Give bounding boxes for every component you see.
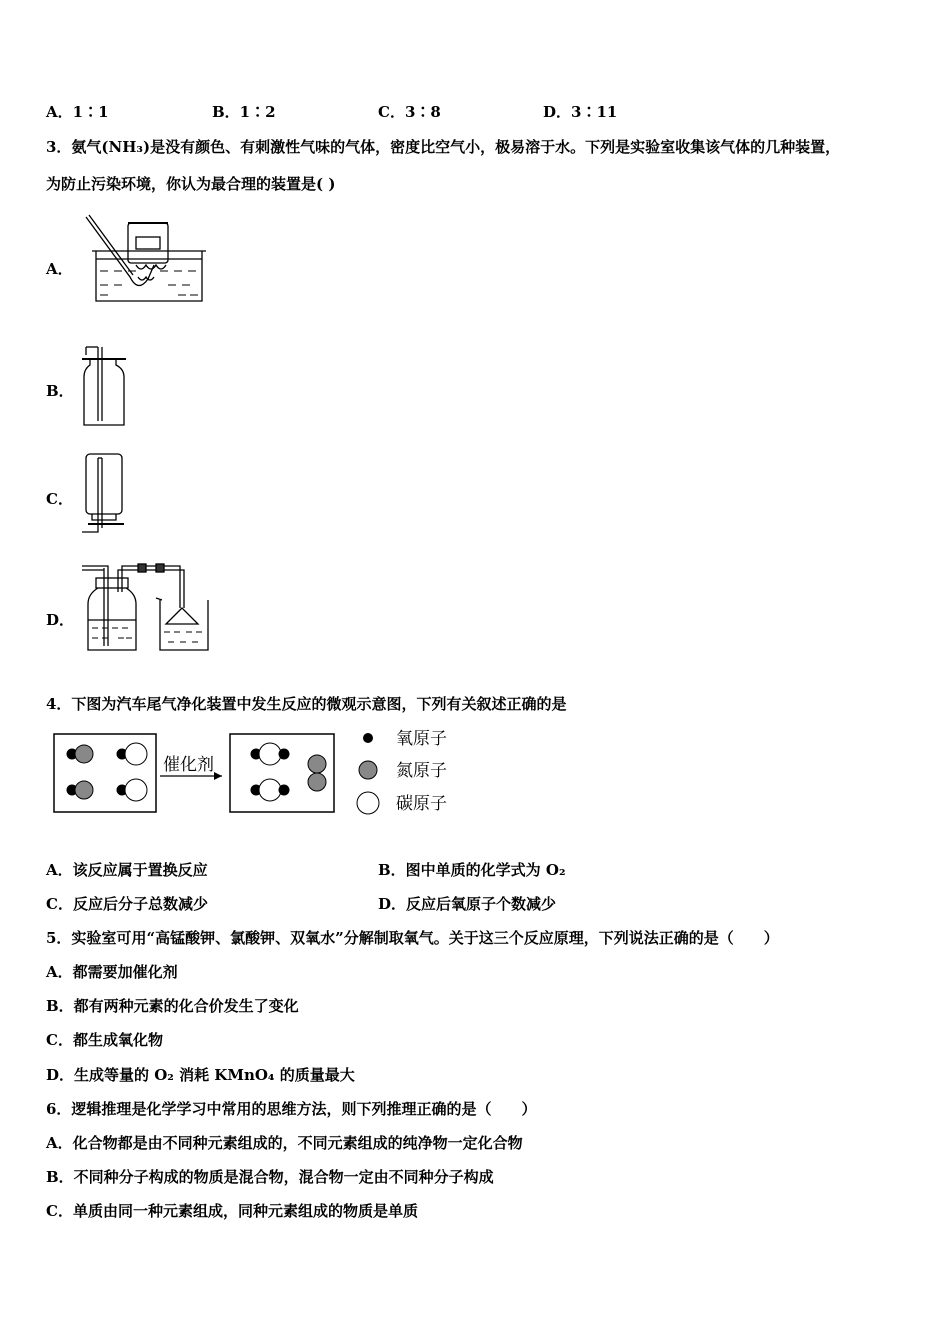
co2-molecule bbox=[251, 743, 289, 765]
apparatus-a-water-trough bbox=[78, 215, 208, 305]
catalyst-label: 催化剂 bbox=[163, 755, 214, 775]
no-molecule bbox=[67, 781, 93, 799]
co2-molecule bbox=[251, 779, 289, 801]
reaction-diagram bbox=[50, 728, 470, 818]
q2-option-d: D．3∶11 bbox=[543, 103, 618, 121]
q6-option-a: A．化合物都是由不同种元素组成的，不同元素组成的纯净物一定化合物 bbox=[46, 1134, 523, 1152]
co-molecule bbox=[117, 779, 147, 801]
q5-option-d: D．生成等量的 O₂ 消耗 KMnO₄ 的质量最大 bbox=[46, 1066, 355, 1084]
q2-option-b: B．1∶2 bbox=[212, 103, 276, 121]
oxygen-atom-legend-icon bbox=[363, 733, 373, 743]
q3-stem-line1: 3．氨气(NH₃)是没有颜色、有刺激性气味的气体，密度比空气小，极易溶于水。下列是实验室收集该气体的几种装置， bbox=[46, 138, 841, 156]
q3-label-c: C． bbox=[46, 490, 73, 508]
no-molecule bbox=[67, 745, 93, 763]
q2-option-c: C．3∶8 bbox=[378, 103, 441, 121]
q4-option-c: C．反应后分子总数减少 bbox=[46, 895, 208, 913]
q6-option-b: B．不同种分子构成的物质是混合物，混合物一定由不同种分子构成 bbox=[46, 1168, 494, 1186]
q3-label-d: D． bbox=[46, 611, 75, 629]
apparatus-d-bottle-and-beaker bbox=[80, 562, 215, 654]
q5-option-a: A．都需要加催化剂 bbox=[46, 963, 178, 981]
legend-carbon: 碳原子 bbox=[396, 794, 447, 814]
q3-label-a: A． bbox=[46, 260, 73, 278]
q3-stem-line2: 为防止污染环境，你认为最合理的装置是( ) bbox=[46, 175, 336, 193]
q6-option-c: C．单质由同一种元素组成，同种元素组成的物质是单质 bbox=[46, 1202, 418, 1220]
apparatus-b-upright-bottle bbox=[78, 345, 128, 427]
apparatus-c-inverted-bottle bbox=[78, 452, 128, 536]
q4-option-d: D．反应后氧原子个数减少 bbox=[378, 895, 557, 913]
q4-option-a: A．该反应属于置换反应 bbox=[46, 861, 208, 879]
n2-molecule bbox=[308, 755, 326, 791]
co-molecule bbox=[117, 743, 147, 765]
q6-stem: 6．逻辑推理是化学学习中常用的思维方法，则下列推理正确的是（ ） bbox=[46, 1100, 537, 1118]
legend-oxygen: 氧原子 bbox=[396, 729, 447, 749]
q4-option-b: B．图中单质的化学式为 O₂ bbox=[378, 861, 566, 879]
q5-option-b: B．都有两种元素的化合价发生了变化 bbox=[46, 997, 299, 1015]
q4-stem: 4．下图为汽车尾气净化装置中发生反应的微观示意图，下列有关叙述正确的是 bbox=[46, 695, 567, 713]
carbon-atom-legend-icon bbox=[357, 792, 379, 814]
nitrogen-atom-legend-icon bbox=[359, 761, 377, 779]
q5-stem: 5．实验室可用“高锰酸钾、氯酸钾、双氧水”分解制取氧气。关于这三个反应原理，下列说法正确的是（ ） bbox=[46, 929, 779, 947]
legend-nitrogen: 氮原子 bbox=[396, 761, 447, 781]
q5-option-c: C．都生成氧化物 bbox=[46, 1031, 163, 1049]
q3-label-b: B． bbox=[46, 382, 74, 400]
q2-option-a: A．1∶1 bbox=[46, 103, 109, 121]
